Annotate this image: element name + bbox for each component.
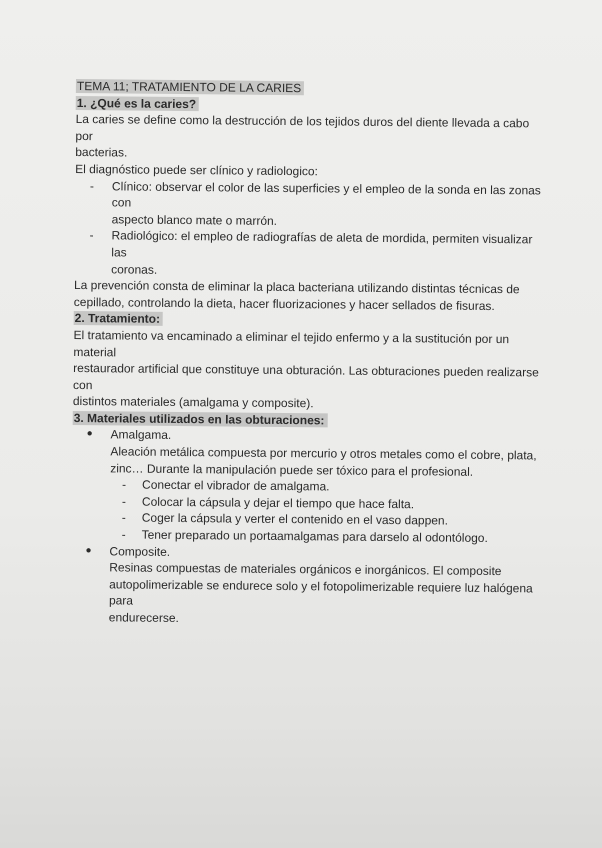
- section-2-heading: 2. Tratamiento:: [74, 310, 544, 331]
- section-3-heading: 3. Materiales utilizados en las obturaciones:: [73, 410, 543, 431]
- list-item-composite: ● Composite.: [85, 543, 171, 559]
- dash-marker: -: [122, 477, 127, 492]
- s1-paragraph-2: El diagnóstico puede ser clínico y radiologico:: [75, 161, 318, 179]
- dash-marker: -: [121, 510, 126, 525]
- dash-marker: -: [89, 228, 94, 243]
- list-item-amalgama: ● Amalgama.: [86, 427, 172, 443]
- section-1-heading: 1. ¿Qué es la caries?: [76, 95, 546, 116]
- bullet-marker: ●: [85, 544, 92, 556]
- list-item-clinico: - Clínico: observar el color de las superficies y el empleo de la sonda en las zonas con aspecto blanco mate o marrón.: [89, 178, 541, 228]
- document-title: TEMA 11; TRATAMIENTO DE LA CARIES: [76, 78, 546, 99]
- dash-marker: -: [121, 494, 127, 509]
- step-item: - Conectar el vibrador de amalgama.: [122, 477, 330, 494]
- s1-paragraph-3: La prevención consta de eliminar la placa bacteriana utilizando distintas técnicas de cepillado, controlando la dieta, hacer fluorizaciones y hacer sellados de fisuras.: [73, 278, 520, 313]
- amalgama-description: Aleación metálica compuesta por mercurio y otros metales como el cobre, plata, zinc… Durante la manipulación puede ser tóxico para el profesional.: [110, 444, 537, 479]
- document-content: [71, 78, 546, 630]
- step-item: - Colocar la cápsula y dejar el tiempo que hace falta.: [121, 494, 415, 512]
- dash-marker: -: [121, 527, 126, 542]
- s1-paragraph-1: La caries se define como la destrucción de los tejidos duros del diente llevada a cabo por bacterias.: [75, 112, 530, 160]
- composite-description: Resinas compuestas de materiales orgánicos e inorgánicos. El composite autopolimerizable se endurece solo y el fotopolimerizable requiere luz halógena para endurecerse.: [108, 560, 533, 626]
- step-item: - Tener preparado un portaamalgamas para darselo al odontólogo.: [121, 527, 488, 546]
- bullet-marker: ●: [86, 428, 93, 440]
- s2-paragraph-1: El tratamiento va encaminado a eliminar el tejido enfermo y a la sustitución por un material restaurador artificial que constituye una obturación. Las obturaciones pueden realizarse con distintos materiales (amalgama y composite).: [72, 327, 539, 411]
- list-item-radiologico: - Radiológico: el empleo de radiografías de aleta de mordida, permiten visualizar las coronas.: [89, 228, 533, 277]
- dash-marker: -: [89, 178, 95, 193]
- step-item: - Coger la cápsula y verter el contenido en el vaso dappen.: [121, 510, 449, 529]
